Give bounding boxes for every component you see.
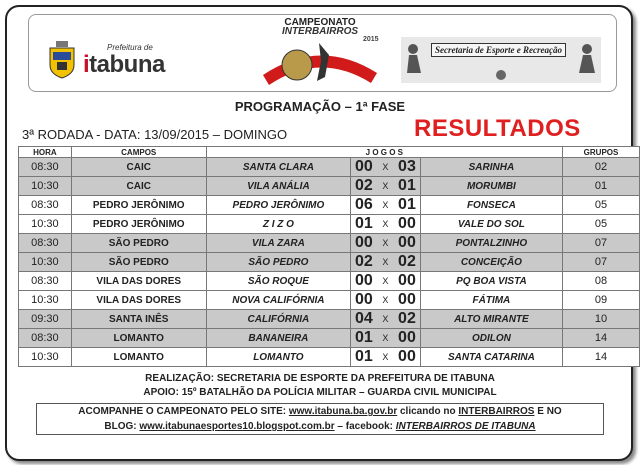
page-title: PROGRAMAÇÃO – 1ª FASE <box>234 99 406 114</box>
city-crest-icon <box>47 41 77 79</box>
home-score: 00 <box>351 158 377 177</box>
away-team: VALE DO SOL <box>420 215 562 234</box>
match-time: 10:30 <box>19 215 72 234</box>
away-team: ALTO MIRANTE <box>420 310 562 329</box>
match-group: 14 <box>563 348 640 367</box>
table-row <box>19 158 640 177</box>
follow-prefix: ACOMPANHE O CAMPEONATO PELO SITE: <box>78 406 287 417</box>
match-group: 05 <box>563 196 640 215</box>
home-score: 04 <box>351 310 377 329</box>
match-group: 02 <box>563 158 640 177</box>
match-time: 08:30 <box>19 158 72 177</box>
match-time: 08:30 <box>19 196 72 215</box>
table-row <box>19 291 640 310</box>
home-team: SÃO ROQUE <box>206 272 350 291</box>
versus: X <box>377 158 394 177</box>
home-team: NOVA CALIFÓRNIA <box>206 291 350 310</box>
follow-end: E NO <box>537 406 562 417</box>
away-score: 00 <box>394 272 420 291</box>
blog-link[interactable]: www.itabunaesportes10.blogspot.com.br <box>139 421 335 432</box>
versus: X <box>377 234 394 253</box>
camp-title-line1: CAMPEONATO <box>284 17 356 28</box>
table-row <box>19 215 640 234</box>
match-field: PEDRO JERÔNIMO <box>71 196 206 215</box>
away-team: MORUMBI <box>420 177 562 196</box>
match-field: LOMANTO <box>71 329 206 348</box>
home-team: CALIFÓRNIA <box>206 310 350 329</box>
home-team: VILA ANÁLIA <box>206 177 350 196</box>
table-row <box>19 177 640 196</box>
table-row <box>19 196 640 215</box>
home-team: SÃO PEDRO <box>206 253 350 272</box>
home-score: 00 <box>351 291 377 310</box>
resultados-heading: RESULTADOS <box>414 115 581 142</box>
facebook-link[interactable]: INTERBAIRROS DE ITABUNA <box>395 421 536 432</box>
match-group: 01 <box>563 177 640 196</box>
versus: X <box>377 348 394 367</box>
versus: X <box>377 329 394 348</box>
home-team: LOMANTO <box>206 348 350 367</box>
match-time: 08:30 <box>19 234 72 253</box>
versus: X <box>377 291 394 310</box>
away-score: 00 <box>394 348 420 367</box>
match-field: VILA DAS DORES <box>71 291 206 310</box>
away-score: 02 <box>394 310 420 329</box>
prefeitura-logo <box>43 39 233 83</box>
match-group: 07 <box>563 253 640 272</box>
follow-mid: clicando no <box>400 406 456 417</box>
away-score: 01 <box>394 196 420 215</box>
away-score: 00 <box>394 329 420 348</box>
away-team: ODILON <box>420 329 562 348</box>
credits <box>0 372 640 400</box>
away-score: 03 <box>394 158 420 177</box>
away-team: FÁTIMA <box>420 291 562 310</box>
away-team: FONSECA <box>420 196 562 215</box>
home-score: 02 <box>351 253 377 272</box>
away-team: PONTALZINHO <box>420 234 562 253</box>
versus: X <box>377 272 394 291</box>
away-team: PQ BOA VISTA <box>420 272 562 291</box>
col-hora: HORA <box>19 147 72 158</box>
header-banner <box>28 14 617 92</box>
away-team: CONCEIÇÃO <box>420 253 562 272</box>
match-field: PEDRO JERÔNIMO <box>71 215 206 234</box>
table-row <box>19 348 640 367</box>
home-score: 00 <box>351 272 377 291</box>
follow-box <box>36 403 604 435</box>
home-team: PEDRO JERÔNIMO <box>206 196 350 215</box>
follow-line-1 <box>37 404 603 419</box>
away-score: 00 <box>394 234 420 253</box>
table-row <box>19 310 640 329</box>
match-time: 08:30 <box>19 329 72 348</box>
match-time: 10:30 <box>19 291 72 310</box>
home-team: BANANEIRA <box>206 329 350 348</box>
home-score: 01 <box>351 215 377 234</box>
match-group: 05 <box>563 215 640 234</box>
match-time: 08:30 <box>19 272 72 291</box>
match-field: LOMANTO <box>71 348 206 367</box>
versus: X <box>377 310 394 329</box>
realizacao-line: REALIZAÇÃO: SECRETARIA DE ESPORTE DA PREFEITURA DE ITABUNA <box>145 373 495 384</box>
versus: X <box>377 253 394 272</box>
home-team: Z I Z O <box>206 215 350 234</box>
match-time: 10:30 <box>19 348 72 367</box>
match-time: 09:30 <box>19 310 72 329</box>
match-time: 10:30 <box>19 253 72 272</box>
away-score: 01 <box>394 177 420 196</box>
match-group: 14 <box>563 329 640 348</box>
col-campos: CAMPOS <box>71 147 206 158</box>
home-score: 01 <box>351 329 377 348</box>
table-row <box>19 329 640 348</box>
match-field: VILA DAS DORES <box>71 272 206 291</box>
itabuna-wordmark: itabuna <box>83 51 165 78</box>
camp-year: 2015 <box>363 36 379 43</box>
blog-prefix: BLOG: <box>104 421 137 432</box>
home-score: 01 <box>351 348 377 367</box>
col-grupos: GRUPOS <box>563 147 640 158</box>
home-team: VILA ZARA <box>206 234 350 253</box>
facebook-prefix: – facebook: <box>337 421 393 432</box>
table-header-row <box>19 147 640 158</box>
match-field: CAIC <box>71 177 206 196</box>
away-score: 00 <box>394 291 420 310</box>
match-group: 10 <box>563 310 640 329</box>
table-row <box>19 272 640 291</box>
site-link[interactable]: www.itabuna.ba.gov.br <box>288 406 398 417</box>
match-field: SANTA INÊS <box>71 310 206 329</box>
table-row <box>19 234 640 253</box>
away-team: SANTA CATARINA <box>420 348 562 367</box>
home-score: 02 <box>351 177 377 196</box>
interbairros-link[interactable]: INTERBAIRROS <box>458 406 535 417</box>
camp-title-line2: INTERBAIRROS <box>281 26 359 37</box>
secretaria-logo <box>401 37 601 83</box>
away-team: SARINHA <box>420 158 562 177</box>
match-group: 08 <box>563 272 640 291</box>
versus: X <box>377 177 394 196</box>
secretaria-label: Secretaria de Esporte e Recreação <box>431 43 566 57</box>
col-jogos: J O G O S <box>206 147 562 158</box>
away-score: 00 <box>394 215 420 234</box>
versus: X <box>377 196 394 215</box>
home-team: SANTA CLARA <box>206 158 350 177</box>
match-group: 07 <box>563 234 640 253</box>
campeonato-logo <box>245 15 395 91</box>
prefeitura-label: Prefeitura de <box>107 43 153 52</box>
versus: X <box>377 215 394 234</box>
follow-line-2 <box>37 419 603 434</box>
match-time: 10:30 <box>19 177 72 196</box>
away-score: 02 <box>394 253 420 272</box>
table-row <box>19 253 640 272</box>
match-group: 09 <box>563 291 640 310</box>
match-field: SÃO PEDRO <box>71 234 206 253</box>
rodada-date: 3ª RODADA - DATA: 13/09/2015 – DOMINGO <box>22 127 288 142</box>
match-table <box>18 146 640 367</box>
match-field: CAIC <box>71 158 206 177</box>
apoio-line: APOIO: 15º BATALHÃO DA POLÍCIA MILITAR – GUARDA CIVIL MUNICIPAL <box>143 387 497 398</box>
home-score: 00 <box>351 234 377 253</box>
match-field: SÃO PEDRO <box>71 253 206 272</box>
home-score: 06 <box>351 196 377 215</box>
